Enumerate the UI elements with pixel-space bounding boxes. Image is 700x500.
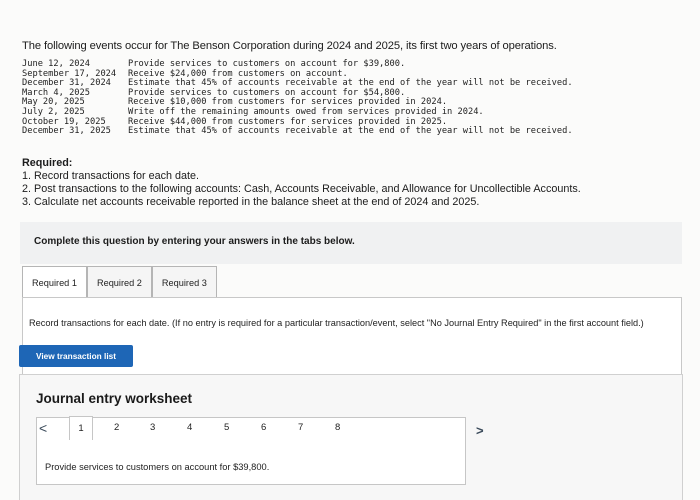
page-8[interactable]: 8 [335, 422, 341, 433]
tab-required-1[interactable]: Required 1 [22, 266, 87, 298]
event-date: December 31, 2025 [22, 126, 111, 137]
prev-arrow-icon[interactable]: < [39, 420, 48, 436]
page-1[interactable]: 1 [69, 416, 93, 440]
transaction-description: Provide services to customers on account for $39,800. [45, 462, 270, 472]
event-text: Write off the remaining amounts owed from services provided in 2024. [128, 106, 484, 117]
problem-intro: The following events occur for The Benson Corporation during 2024 and 2025, its first two years of operations. [22, 40, 557, 52]
event-date: May 20, 2025 [22, 97, 85, 108]
page-6[interactable]: 6 [261, 422, 267, 433]
event-row [22, 127, 573, 137]
panel-instruction: Complete this question by entering your answers in the tabs below. [34, 236, 355, 247]
required-item: 3. Calculate net accounts receivable reported in the balance sheet at the end of 2024 and 2025. [22, 196, 480, 208]
event-text: Receive $10,000 from customers for services provided in 2024. [128, 97, 448, 108]
event-text: Receive $24,000 from customers on account. [128, 68, 348, 79]
event-date: December 31, 2024 [22, 78, 111, 89]
required-tabs [22, 266, 217, 298]
worksheet-title: Journal entry worksheet [36, 391, 193, 406]
required-item: 1. Record transactions for each date. [22, 170, 200, 182]
event-text: Provide services to customers on account for $39,800. [128, 59, 406, 69]
event-text: Estimate that 45% of accounts receivable at the end of the year will not be received. [128, 126, 573, 137]
required-section [22, 157, 581, 209]
events-list [22, 60, 573, 137]
page-5[interactable]: 5 [224, 422, 230, 433]
tab-content [22, 297, 682, 500]
event-date: September 17, 2024 [22, 68, 117, 79]
required-item: 2. Post transactions to the following accounts: Cash, Accounts Receivable, and Allowance for Uncollectible Accounts. [22, 183, 581, 195]
next-arrow-icon[interactable]: > [476, 423, 484, 438]
view-transaction-list-button[interactable]: View transaction list [19, 345, 133, 367]
event-date: October 19, 2025 [22, 116, 106, 127]
event-date: July 2, 2025 [22, 106, 85, 117]
event-date: June 12, 2024 [22, 59, 90, 69]
event-date: March 4, 2025 [22, 87, 90, 98]
instructions-panel [20, 222, 682, 264]
page-4[interactable]: 4 [187, 422, 193, 433]
tab-required-3[interactable]: Required 3 [152, 266, 217, 298]
tab-instruction: Record transactions for each date. (If no entry is required for a particular transaction/event, select "No Journal Entry Required" in the first account field.) [29, 318, 644, 328]
event-text: Estimate that 45% of accounts receivable at the end of the year will not be received. [128, 78, 573, 89]
event-text: Provide services to customers on account for $54,800. [128, 87, 406, 98]
event-text: Receive $44,000 from customers for services provided in 2025. [128, 116, 448, 127]
page-7[interactable]: 7 [298, 422, 304, 433]
journal-entry-worksheet [19, 374, 683, 500]
tab-required-2[interactable]: Required 2 [87, 266, 152, 298]
worksheet-pager [36, 417, 466, 485]
required-heading: Required: [22, 157, 73, 169]
page-3[interactable]: 3 [150, 422, 156, 433]
page-2[interactable]: 2 [114, 422, 120, 433]
